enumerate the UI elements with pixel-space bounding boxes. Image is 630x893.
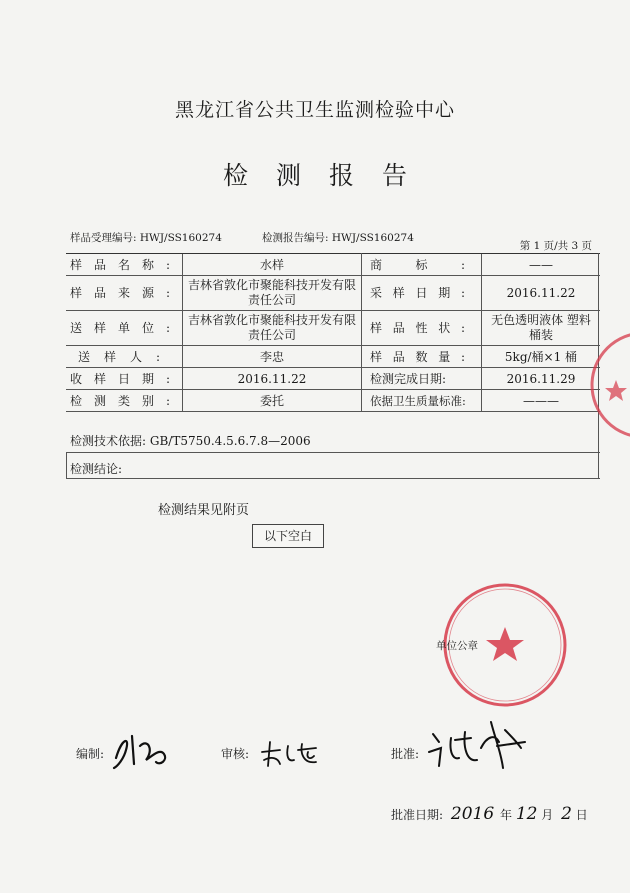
row-value: 水样 xyxy=(183,254,362,276)
page-indicator: 第 1 页/共 3 页 xyxy=(519,240,592,252)
sample-receipt-value: HWJ/SS160274 xyxy=(139,232,222,244)
compile-label: 编制: xyxy=(76,747,105,761)
row-label: 依据卫生质量标准: xyxy=(362,390,482,412)
month-unit: 月 xyxy=(541,808,554,822)
row-label: 送样人: xyxy=(66,346,183,368)
seal-caption: 单位公章 xyxy=(436,640,478,652)
review-signature xyxy=(258,736,328,770)
row-value: ——— xyxy=(482,390,601,412)
row-value: 无色透明液体 塑料桶装 xyxy=(482,311,601,346)
row-value: 委托 xyxy=(183,390,362,412)
table-row xyxy=(66,276,600,311)
conclusion-label: 检测结论: xyxy=(70,462,123,476)
star-icon xyxy=(605,380,627,401)
table-row xyxy=(66,346,600,368)
compile-signature xyxy=(112,728,182,772)
row-label: 样品名称: xyxy=(66,254,183,276)
star-icon xyxy=(486,627,524,661)
report-number-label: 检测报告编号: xyxy=(262,232,329,244)
conclusion-text: 检测结果见附页 xyxy=(158,503,250,518)
testing-basis xyxy=(70,432,311,449)
row-value: —— xyxy=(482,254,601,276)
partial-seal xyxy=(586,325,630,445)
approval-year: 2016 xyxy=(450,804,495,824)
row-value: 5kg/桶×1 桶 xyxy=(482,346,601,368)
row-label: 样品数量: xyxy=(362,346,482,368)
row-label: 收样日期: xyxy=(66,368,183,390)
report-number xyxy=(262,230,414,245)
row-value: 吉林省敦化市聚能科技开发有限责任公司 xyxy=(183,311,362,346)
row-value: 2016.11.22 xyxy=(183,368,362,390)
approval-day: 2 xyxy=(561,804,572,824)
approve-signature xyxy=(425,712,535,772)
row-label: 样品性状: xyxy=(362,311,482,346)
row-label: 商标: xyxy=(362,254,482,276)
row-value: 李忠 xyxy=(183,346,362,368)
sample-info-table xyxy=(66,253,600,412)
table-row xyxy=(66,254,600,276)
sample-receipt-number xyxy=(70,230,222,245)
row-label: 检测类别: xyxy=(66,390,183,412)
row-value: 2016.11.29 xyxy=(482,368,601,390)
testing-basis-label: 检测技术依据: xyxy=(70,434,147,448)
approval-date-label: 批准日期: xyxy=(391,808,444,822)
sample-receipt-label: 样品受理编号: xyxy=(70,232,137,244)
row-label: 检测完成日期: xyxy=(362,368,482,390)
row-value: 2016.11.22 xyxy=(482,276,601,311)
day-unit: 日 xyxy=(575,808,588,822)
divider xyxy=(66,478,600,479)
table-row xyxy=(66,368,600,390)
organization-title: 黑龙江省公共卫生监测检验中心 xyxy=(174,99,455,121)
table-row xyxy=(66,390,600,412)
row-value: 吉林省敦化市聚能科技开发有限责任公司 xyxy=(183,276,362,311)
row-label: 送样单位: xyxy=(66,311,183,346)
testing-basis-value: GB/T5750.4.5.6.7.8—2006 xyxy=(149,434,311,448)
approval-month: 12 xyxy=(515,804,538,824)
row-label: 采样日期: xyxy=(362,276,482,311)
approve-label: 批准: xyxy=(391,747,420,761)
document-title: 检测报告 xyxy=(222,161,435,190)
report-number-value: HWJ/SS160274 xyxy=(331,232,414,244)
table-row xyxy=(66,311,600,346)
blank-below-note: 以下空白 xyxy=(252,524,324,548)
approval-date xyxy=(391,804,588,824)
row-label: 样品来源: xyxy=(66,276,183,311)
review-label: 审核: xyxy=(221,747,250,761)
table-left-border xyxy=(66,452,67,478)
year-unit: 年 xyxy=(499,808,512,822)
divider xyxy=(66,452,600,453)
